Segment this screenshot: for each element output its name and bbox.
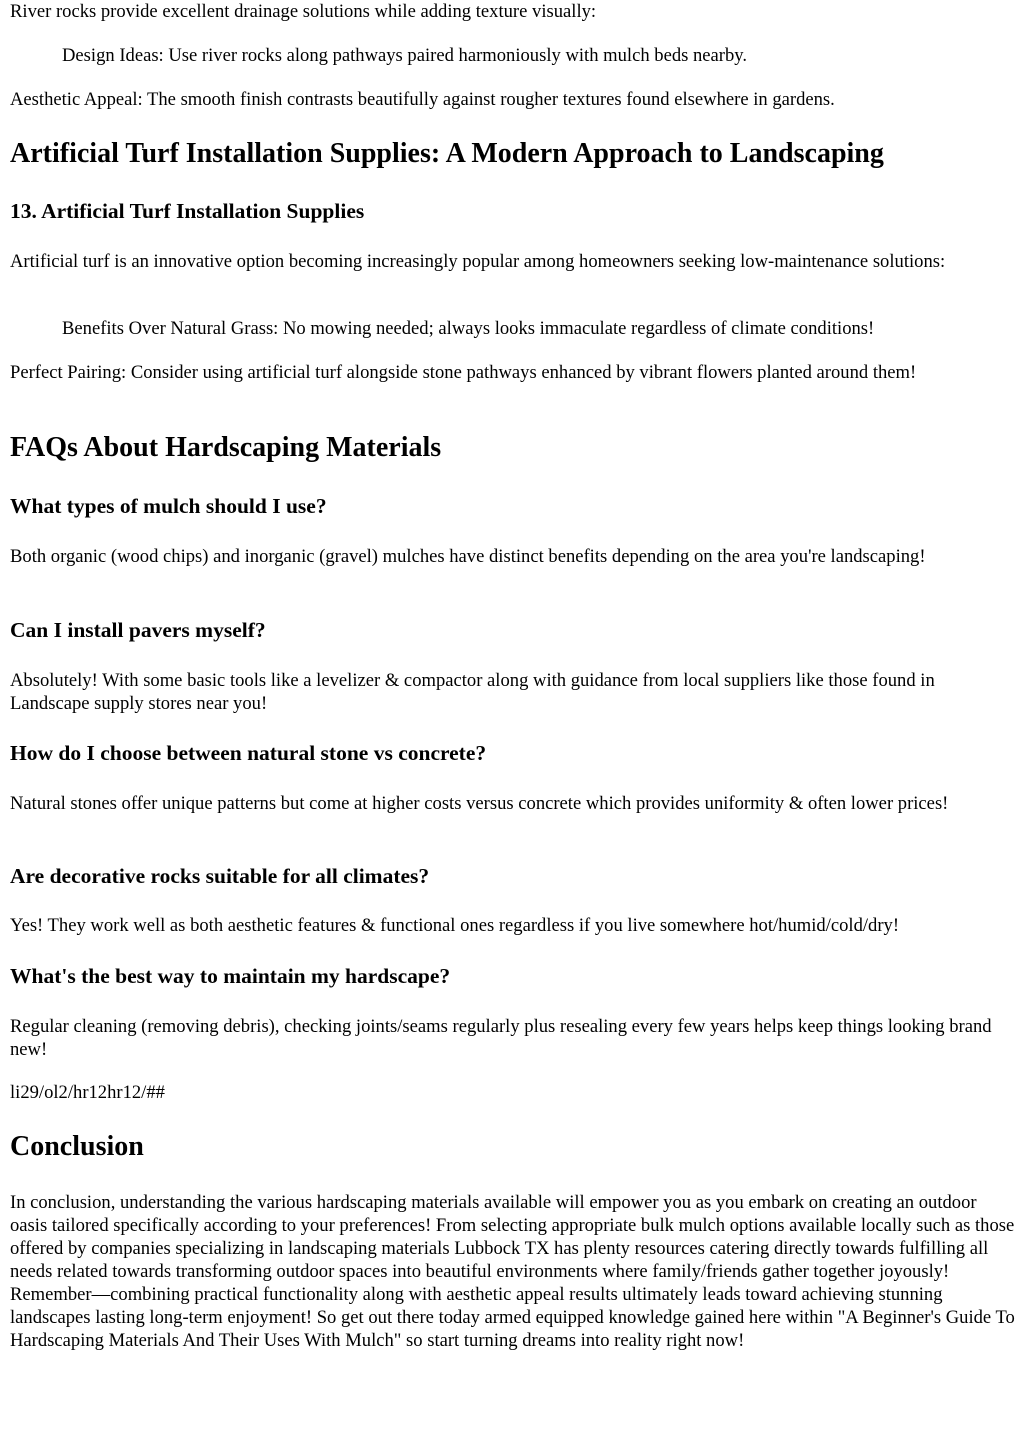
turf-pairing-paragraph: Perfect Pairing: Consider using artificial turf alongside stone pathways enhanced by vibrant flowers planted around them! <box>10 362 917 383</box>
faq-answer: Both organic (wood chips) and inorganic (gravel) mulches have distinct benefits depending on the area you're landscaping! <box>10 546 926 567</box>
stray-markup-text: li29/ol2/hr12hr12/## <box>10 1082 165 1103</box>
faq-answer: Yes! They work well as both aesthetic features & functional ones regardless if you live somewhere hot/humid/cold/dry! <box>10 915 900 936</box>
design-ideas-item: Design Ideas: Use river rocks along pathways paired harmoniously with mulch beds nearby. <box>62 45 748 66</box>
faq-question: What types of mulch should I use? <box>10 494 327 518</box>
faq-answer: Regular cleaning (removing debris), checking joints/seams regularly plus resealing every few years helps keep things looking brand new! <box>10 1016 992 1060</box>
turf-paragraph: Artificial turf is an innovative option becoming increasingly popular among homeowners seeking low-maintenance solutions: <box>10 251 946 272</box>
conclusion-heading: Conclusion <box>10 1131 144 1162</box>
river-rocks-paragraph: River rocks provide excellent drainage solutions while adding texture visually: <box>10 1 597 22</box>
conclusion-paragraph: In conclusion, understanding the various hardscaping materials available will empower you as you embark on creating an outdoor oasis tailored specifically according to your preferences! From selecting appropriate bulk mulch options available locally such as those offered by companies specializing in landscaping materials Lubbock TX has plenty resources catering directly towards fulfilling all needs related towards transforming outdoor spaces into beautiful environments where family/friends gather together joyously! Remember—combining practical functionality along with aesthetic appeal results ultimately leads toward achieving stunning landscapes lasting long-term enjoyment! So get out there today armed equipped knowledge gained here within "A Beginner's Guide To Hardscaping Materials And Their Uses With Mulch" so start turning dreams into reality right now! <box>10 1192 1015 1351</box>
turf-benefits-item: Benefits Over Natural Grass: No mowing needed; always looks immaculate regardless of climate conditions! <box>62 318 875 339</box>
faq-question: Can I install pavers myself? <box>10 618 266 642</box>
faq-question: Are decorative rocks suitable for all climates? <box>10 864 430 888</box>
faq-question: How do I choose between natural stone vs concrete? <box>10 741 487 765</box>
faq-question: What's the best way to maintain my hardscape? <box>10 964 451 988</box>
faq-answer: Absolutely! With some basic tools like a levelizer & compactor along with guidance from local suppliers like those found in Landscape supply stores near you! <box>10 670 935 714</box>
faq-heading: FAQs About Hardscaping Materials <box>10 432 442 463</box>
turf-subheading: 13. Artificial Turf Installation Supplies <box>10 199 365 223</box>
aesthetic-appeal-paragraph: Aesthetic Appeal: The smooth finish contrasts beautifully against rougher textures found elsewhere in gardens. <box>10 89 835 110</box>
faq-answer: Natural stones offer unique patterns but come at higher costs versus concrete which provides uniformity & often lower prices! <box>10 793 949 814</box>
turf-section-heading: Artificial Turf Installation Supplies: A Modern Approach to Landscaping <box>10 138 884 169</box>
